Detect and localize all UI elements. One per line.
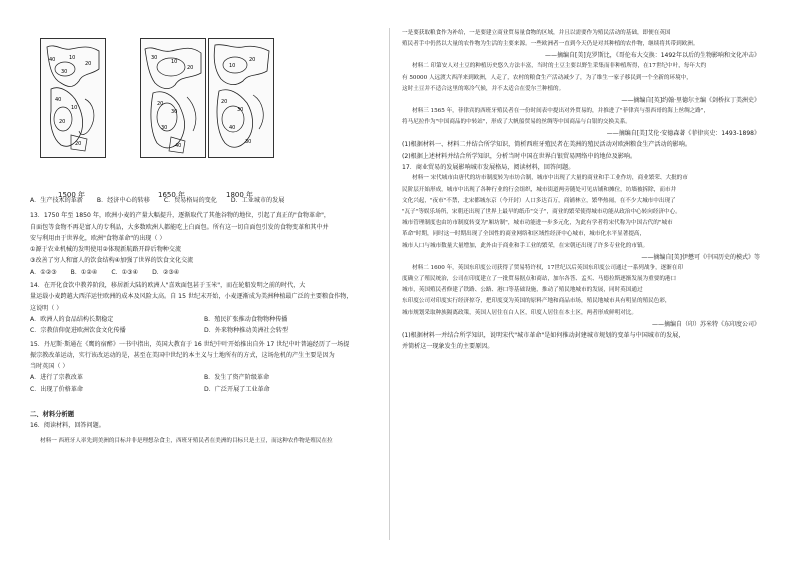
material-text: 革命"时期，同时这一时期出现了全国性的商业网络和区域性经济中心城市，城市化水平显著提高，: [402, 231, 646, 238]
material-text: 文化兴起，"夜市"不禁，北宋都城东京（今开封）人口多达百万，商铺林立，繁华热闹，在不少大城市中出现了: [402, 197, 676, 204]
material-text: 有 50000 人远渡大西洋来到欧洲，人走了，农村的粮食生产活动减少了，为了维生一家子移民到一个全新的环境中，: [402, 74, 692, 81]
map-figure: [30, 28, 378, 199]
q15-options: [30, 372, 378, 395]
material-source: ——摘编自[英]约翰·里德尔主编《剑桥拉丁美洲史》: [621, 97, 760, 105]
option: C．宗教信仰促进欧洲饮食文化传播: [30, 327, 126, 335]
option: C．贸易格局的变化: [163, 197, 217, 204]
map-1650-label: 10: [171, 59, 178, 65]
option: A．①②③: [30, 268, 57, 276]
material-source: ——摘编自（印）苏米特《东印度公司》: [651, 320, 760, 328]
question-text: 安与利用由于世界化，欧洲"食物革命"的出现（ ）: [30, 234, 166, 242]
map-1800: [208, 38, 274, 158]
question-13: [30, 210, 378, 278]
material-text: 材料二 1600 年，英国东印度公司获得了贸易特许权，17世纪以后英国东印度公司通过一系列战争，逐渐在印: [412, 264, 684, 271]
map-1500-label: 30: [61, 69, 68, 75]
option: B．①②④: [70, 268, 98, 276]
question-text: 自面包等食物不再是富人的专利品，大多数欧洲人都能吃上白面包。所有这一切自面包引发的食物变革和其中并: [30, 223, 329, 231]
question-text: 量运载小麦跨越大西洋运往欧洲的成本及风险太高。自 15 世纪末开始，小麦逐渐成为美洲种植最广泛的主要粮食作物，: [30, 293, 353, 301]
material-text: 民阶层开始形成，城市中出现了各种行业的行会组织，城市街道两旁随处可见店铺和摊位，坊墙被拆除，而市井: [402, 186, 677, 193]
material-text: 度确立了殖民统治，公司在印度建立了一批贸易据点和商站，加尔各答、孟买、马德拉斯逐渐发展为重要的港口: [402, 275, 677, 282]
map-1650-label: 40: [175, 143, 182, 149]
map-1500-label: 20: [59, 119, 66, 125]
map-1650-svg: [141, 39, 205, 157]
map-1500-label: 40: [55, 97, 62, 103]
material-text: 这时土豆并不适合这里的寒冷气候，并不太适合在爱尔兰种植的。: [402, 85, 565, 92]
question-text: 当时英国（ ）: [30, 363, 69, 371]
question-text: 17．商业贸易的发展影响城市发展格局，阅读材料，回答问题。: [402, 164, 575, 172]
question-text: ③改善了穷人和富人的饮食结构④加强了世界的饮食文化交流: [30, 257, 194, 265]
material-text: 城市规划采取种族隔离政策，英国人居住在白人区，印度人居住在本土区，两者形成鲜明对比。: [402, 309, 637, 316]
map-1500: [40, 38, 106, 158]
material-text: 材料一 西班牙人率先到美洲的目标并非是理想杂食主，西班牙殖民者在美洲的目标只是土豆，而这种农作物是殖民在拉: [40, 437, 333, 444]
option: A．进行了宗教改革: [30, 374, 83, 382]
question-text: 振宗教改革运动，实行该改运动的是，甚至在美国中世纪的本主义与土地所有的方式，这场危机的产生主要是因为: [30, 351, 335, 359]
map-1500-label: 10: [71, 105, 78, 111]
sub-question: (2)根据上述材料并结合所学知识，分析当时中国在世界白银贸易网络中的地位及影响。: [402, 152, 637, 160]
material-text: 一是要获取粮食作为补给，一是要建立商业贸易量食物的区域，并且以需要作为殖民活动的基础，即便在英国: [402, 30, 671, 36]
map-1500-label: 20: [75, 141, 82, 147]
map-1650-label: 20: [157, 101, 164, 107]
material-source: ——摘编自[美]克罗斯比，《哥伦布大交换：1492年以后的生物影响和文化冲击》: [545, 52, 760, 60]
material-text: "瓦子"等娱乐场所，宋朝还出现了世界上最早的纸币"交子"，商业的繁荣使得城市功能从政治中心转向经济中心。: [402, 208, 681, 215]
left-column: [30, 28, 378, 447]
map-caption: 1650 年: [158, 191, 186, 199]
material-text: 城市，英国殖民者修建了铁路、公路、港口等基础设施，推动了殖民地城市的发展，同时英国通过: [402, 287, 643, 294]
map-1800-svg: [209, 39, 273, 157]
question-text: 这说明（ ）: [30, 304, 63, 312]
option: C．①③④: [111, 268, 139, 276]
material-text: 材料二 印第安人对土豆的种植历史悠久方法丰富，当时的土豆主要以野生采集而非种植所得，在17世纪中叶，每年大约: [412, 63, 707, 70]
right-column: [402, 28, 764, 352]
option: B．经济中心的转移: [96, 197, 150, 204]
material-text: 殖民者手中仍然以大量的农作物为生活的主要来源。一些欧洲者一直到今天仍是对其种植的农作物，继续将其带到欧洲。: [402, 41, 699, 48]
question-15: [30, 339, 378, 395]
sub-question: (1)根据材料一并结合所学知识，说明宋代"城市革命"是如何推动封建城市规划的变革与中国城市的发展，: [402, 331, 685, 339]
material-text: 城市人口与城市数量大量增加，此外由于商业和手工业的繁荣，在宋朝还出现了许多专业化的市镇。: [402, 242, 649, 249]
material-text: 将马尼拉作为"中国商品的中转站"，形成了大帆船贸易的丝绸等中国商品与白银的交换关系。: [402, 119, 631, 126]
question-text: ①源于农业机械的发明使用②体现新航路开辟后物种交流: [30, 246, 182, 254]
column-divider: [389, 28, 390, 540]
material-text: 材料三 1565 年，菲律宾的西班牙殖民者在一份时间表中提出对外贸易的，并推进了"菲律宾与墨西哥的海上丝绸之路"，: [412, 108, 710, 115]
map-1500-label: 10: [69, 55, 76, 61]
map-1800-label: 20: [221, 99, 228, 105]
map-1650-label: 20: [187, 65, 194, 71]
map-1500-label: 20: [85, 61, 92, 67]
sub-question: 并简析这一现象发生的主要原因。: [402, 343, 494, 351]
material-text: 东印度公司对印度实行经济掠夺，把印度变为英国的原料产地和商品市场，殖民地城市具有明显的殖民色彩，: [402, 298, 671, 305]
map-1650-label: 30: [151, 55, 158, 61]
sub-question: (1)根据材料一、材料二并结合所学知识，简析西班牙殖民者在美洲的殖民活动对欧洲粮食生产活动的影响。: [402, 141, 691, 149]
q14-options: [30, 314, 378, 337]
map-1650-label: 30: [171, 109, 178, 115]
map-1800-label: 10: [229, 63, 236, 69]
option: A．欧洲人的食品结构长期稳定: [30, 315, 114, 323]
option: D．外来物种推动美洲社会转型: [204, 327, 288, 335]
map-1650: [140, 38, 206, 158]
map-1500-label: 40: [49, 57, 56, 63]
map-1800-label: 30: [245, 139, 252, 145]
map-1650-label: 30: [161, 125, 168, 131]
question-14: [30, 280, 378, 336]
map-caption: 1500 年: [58, 191, 86, 199]
material-source: ——摘编自[美]艾伦·安德森著《菲律宾史：1493-1898》: [606, 130, 760, 138]
section-heading: 二、材料分析题: [30, 411, 75, 419]
option: D．工业城市的发展: [230, 197, 285, 204]
material-text: 材料一 宋代城市由唐代的坊市制度转为市坊合制，城市中出现了大量的商业和手工业作坊，商业繁荣、大批的市: [412, 175, 688, 182]
option: A．生产技术的革新: [30, 197, 83, 204]
option: C．出现了价格革命: [30, 385, 84, 393]
option: D．②③④: [152, 268, 180, 276]
map-1800-label: 40: [229, 125, 236, 131]
question-text: 16．阅读材料，回答问题。: [30, 422, 105, 430]
material-text: 城市管理制度也由坊市制度转变为"厢坊制"，城市功能进一步多元化，为此有学者将宋代称为中国古代的"城市: [402, 220, 673, 227]
map-1800-label: 20: [249, 57, 256, 63]
option: B．发生了资产阶级革命: [204, 374, 270, 382]
question-text: 15．丹尼斯·斯通在《鹰的宿醉》一书中指出，英国大教育于 16 世纪中叶开始推出自外 17 世纪中叶普遍经历了一场提: [30, 340, 350, 348]
map-1800-label: 30: [237, 107, 244, 113]
question-text: 13．1750 年至 1850 年，欧洲小麦的产量大幅提升，逐渐取代了其他谷物的地位，引起了真正的"食物革命"，: [30, 212, 331, 220]
option: B．殖民扩张推动食物物种传播: [204, 315, 288, 323]
material-source: ——摘编自[美]伊懋可《中国历史的模式》等: [641, 253, 760, 261]
q13-choices: [30, 267, 378, 278]
map-caption: 1800 年: [226, 191, 254, 199]
map-1500-svg: [41, 39, 105, 157]
option: D．广泛开展了工业革命: [204, 385, 270, 393]
question-text: 14．在开化食饮中教养阶段，移居新大陆的欧洲人"喜欢面包甚于玉米"，而在轮船发明之前的时代，大: [30, 282, 306, 290]
